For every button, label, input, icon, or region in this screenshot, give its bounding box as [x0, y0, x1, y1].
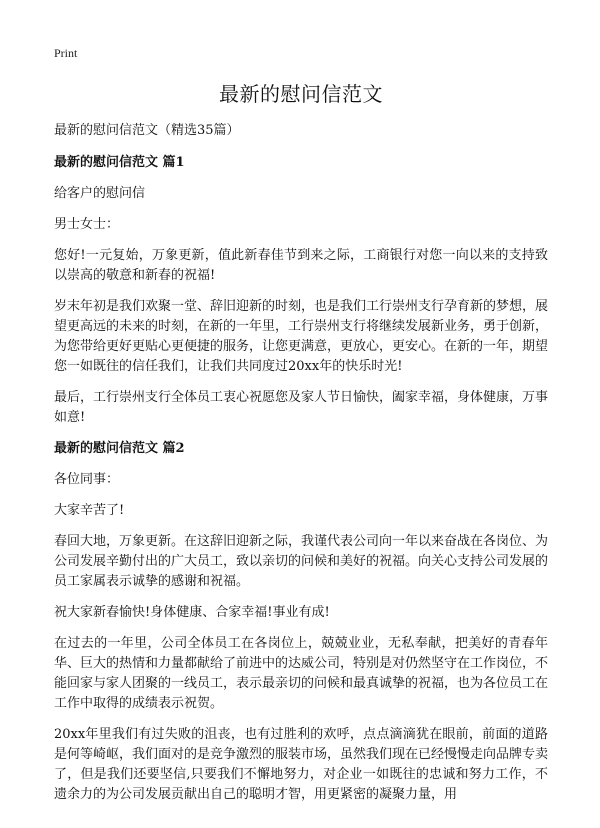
section-1 [54, 153, 548, 428]
paragraph: 祝大家新春愉快!身体健康、合家幸福!事业有成! [54, 605, 330, 620]
paragraph: 在过去的一年里，公司全体员工在各岗位上，兢兢业业，无私奉献，把美好的青春年华、巨大的热情和力量都献给了前进中的达威公司，特别是对仍然坚守在工作岗位，不能回家与家人团聚的一线员工，表示最亲切的问候和最真诚挚的祝福，也为各位员工在工作中取得的成绩表示祝贺。 [54, 636, 549, 711]
paragraph: 各位同事： [54, 472, 120, 487]
paragraph: 春回大地，万象更新。在这辞旧迎新之际，我谨代表公司向一年以来奋战在各岗位、为公司发展辛勤付出的广大员工，致以亲切的问候和美好的祝福。向关心支持公司发展的员工家属表示诚挚的感谢和祝福。 [54, 534, 549, 589]
print-link[interactable]: Print [54, 46, 78, 60]
paragraph: 岁末年初是我们欢聚一堂、辞旧迎新的时刻，也是我们工行崇州支行孕育新的梦想，展望更高远的未来的时刻，在新的一年里，工行崇州支行将继续发展新业务，勇于创新，为您带给更好更贴心更便捷的服务，让您更满意，更放心，更安心。在新的一年，期望您一如既往的信任我们，让我们共同度过20xx年的快乐时光! [54, 299, 549, 374]
paragraph: 20xx年里我们有过失败的沮丧，也有过胜利的欢呼，点点滴滴犹在眼前，前面的道路是何等崎岖，我们面对的是竞争激烈的服装市场，虽然我们现在已经慢慢走向品牌专卖了，但是我们还要坚信,只要我们不懈地努力，对企业一如既往的忠诚和努力工作，不遗余力的为公司发展贡献出自己的聪明才智，用更紧密的凝聚力量，用 [54, 727, 549, 802]
paragraph: 您好!一元复始，万象更新，值此新春佳节到来之际，工商银行对您一向以来的支持致以崇高的敬意和新春的祝福! [54, 248, 548, 283]
document-body [54, 78, 548, 816]
paragraph: 大家辛苦了! [54, 503, 125, 518]
section-2 [54, 439, 548, 805]
document-subtitle: 最新的慰问信范文（精选35篇） [54, 123, 240, 138]
paragraph: 给客户的慰问信 [54, 186, 146, 201]
section-heading: 最新的慰问信范文 篇1 [54, 155, 185, 170]
page-title: 最新的慰问信范文 [219, 82, 383, 106]
paragraph: 男士女士： [54, 217, 120, 232]
section-heading: 最新的慰问信范文 篇2 [54, 441, 185, 456]
paragraph: 最后，工行崇州支行全体员工衷心祝愿您及家人节日愉快，阖家幸福，身体健康，万事如意! [54, 390, 549, 425]
